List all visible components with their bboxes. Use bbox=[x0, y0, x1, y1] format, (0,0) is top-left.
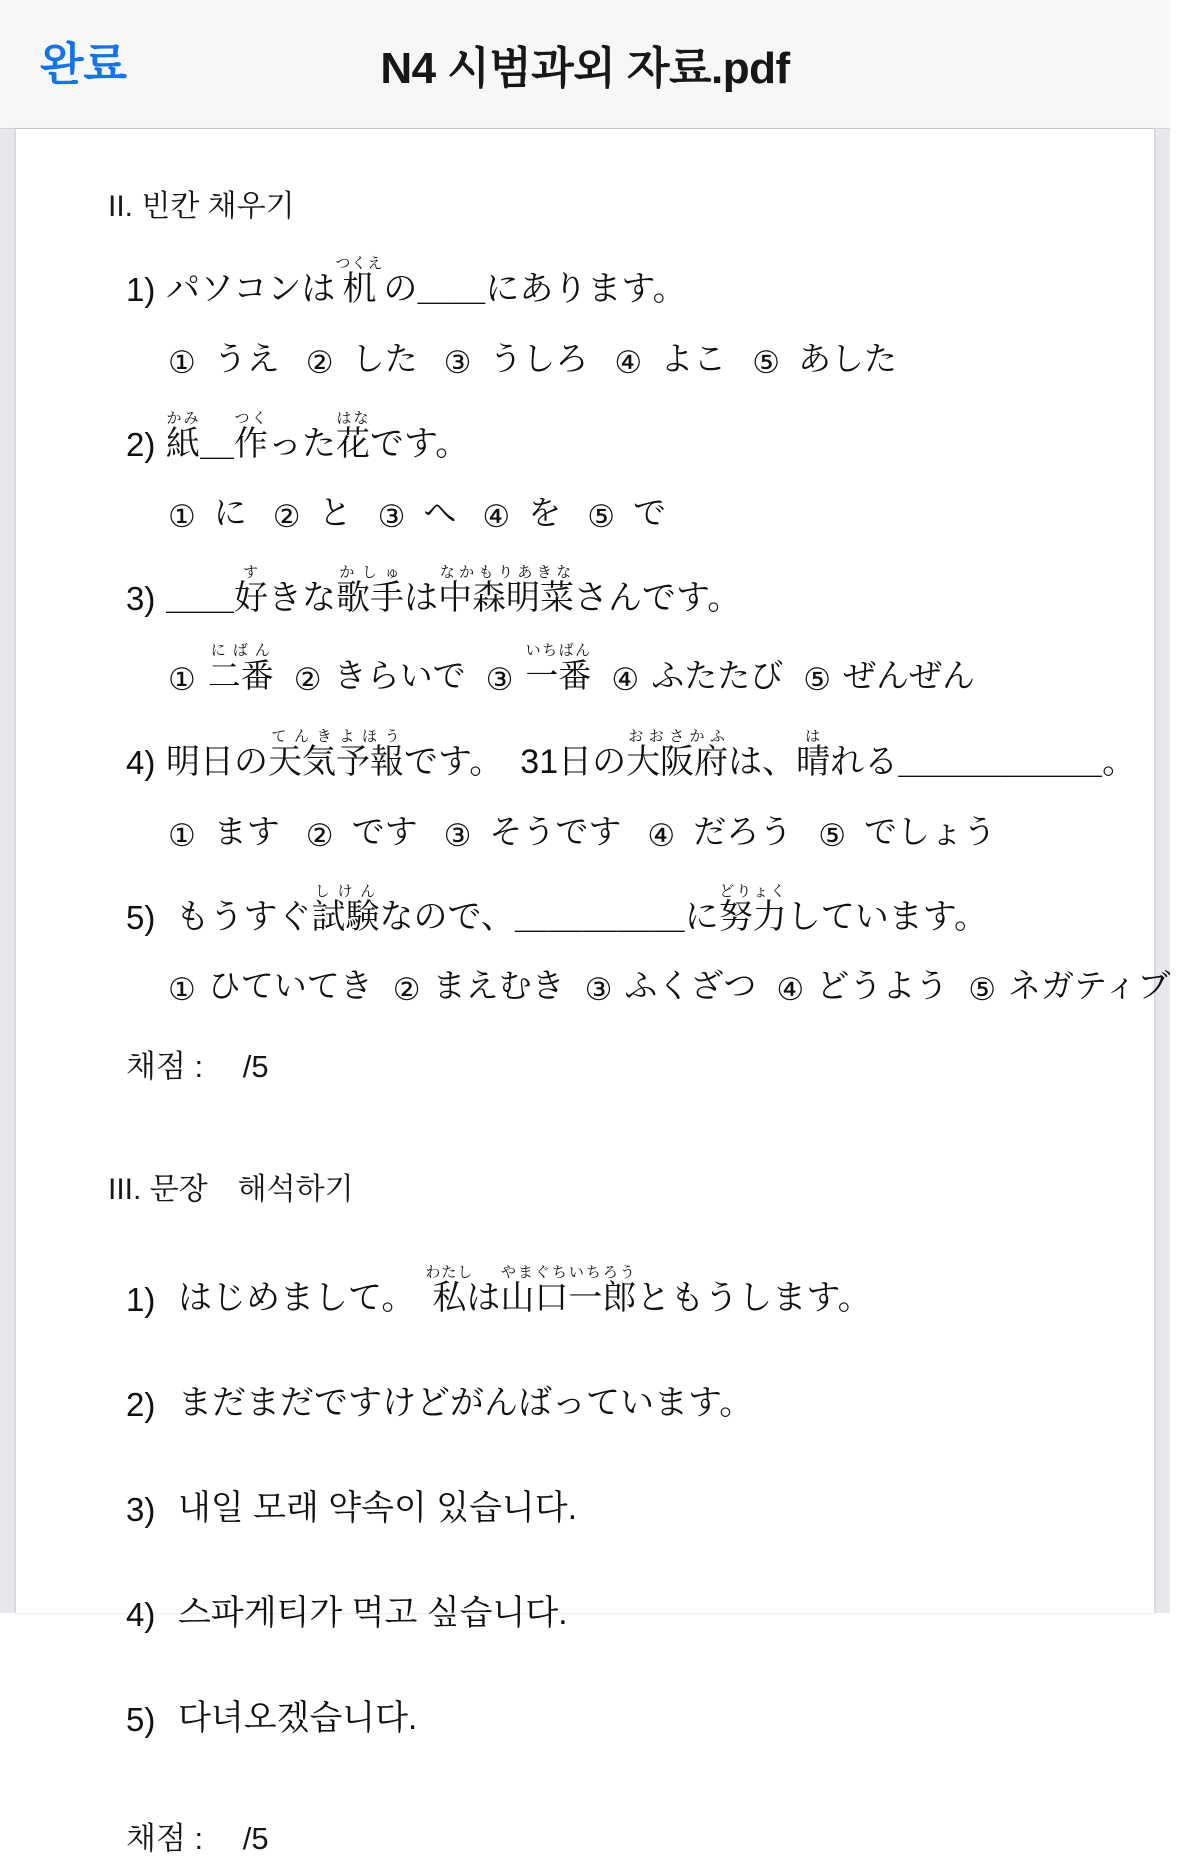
document-title: N4 시범과외 자료.pdf bbox=[380, 44, 790, 93]
question-text: 紙かみ ＿ 作つく った 花はな です。 bbox=[166, 409, 470, 463]
option-item[interactable] bbox=[482, 487, 587, 534]
ruby-tsuku: 作つく bbox=[234, 409, 268, 463]
item-number: 2) bbox=[126, 1386, 156, 1424]
question-block bbox=[108, 564, 1094, 697]
option-label: に bbox=[213, 494, 247, 532]
option-marker: ② bbox=[305, 344, 334, 380]
option-label: うえ bbox=[213, 339, 280, 377]
options-row bbox=[108, 487, 1094, 534]
option-marker: ① bbox=[168, 344, 196, 380]
option-marker: ② bbox=[392, 972, 421, 1008]
option-item[interactable] bbox=[168, 487, 273, 534]
options-row bbox=[108, 642, 1094, 697]
options-row bbox=[108, 806, 1094, 853]
option-item[interactable] bbox=[776, 960, 968, 1007]
option-item[interactable] bbox=[378, 487, 483, 534]
option-marker: ② bbox=[272, 499, 301, 535]
question-block bbox=[108, 727, 1137, 853]
option-item[interactable] bbox=[168, 806, 306, 853]
score-line-section-3: 채점 : /5 bbox=[126, 1821, 269, 1857]
item-text: 스파게티가 먹고 싶습니다. bbox=[178, 1594, 568, 1633]
item-number: 4) bbox=[126, 1596, 156, 1634]
option-marker: ⑤ bbox=[803, 662, 831, 698]
option-label: ふたたび bbox=[651, 657, 784, 695]
question-number: 5) bbox=[126, 898, 156, 936]
ruby-shiken: 試験しけん bbox=[311, 882, 380, 936]
pdf-page bbox=[16, 129, 1171, 1857]
option-marker: ① bbox=[168, 662, 196, 698]
question-number: 2) bbox=[126, 425, 156, 463]
option-item[interactable] bbox=[968, 960, 1190, 1007]
options-row bbox=[108, 960, 1171, 1008]
ruby-hana: 花はな bbox=[336, 409, 370, 463]
blank-underline: ＿＿＿＿＿＿ bbox=[898, 743, 1103, 782]
item-number: 3) bbox=[126, 1491, 156, 1529]
option-label: だろう bbox=[693, 812, 793, 850]
option-marker: ② bbox=[305, 817, 334, 853]
option-marker: ④ bbox=[482, 499, 511, 535]
option-label: ひていてき bbox=[207, 967, 373, 1005]
option-item[interactable] bbox=[611, 650, 803, 697]
question-block bbox=[108, 882, 1171, 1008]
ruby-tenkiyohou: 天気予報てんきよほう bbox=[268, 728, 404, 782]
option-marker: ④ bbox=[776, 972, 805, 1008]
ruby-ha: 晴は bbox=[796, 728, 831, 782]
option-marker: ① bbox=[168, 972, 196, 1008]
question-block bbox=[108, 255, 1094, 380]
question-block bbox=[108, 410, 1094, 535]
option-item[interactable] bbox=[486, 642, 612, 697]
option-item[interactable] bbox=[168, 642, 294, 697]
option-label: へ bbox=[423, 494, 457, 532]
translation-item bbox=[108, 1480, 1094, 1529]
question-text: 明日 の 天気予報てんきよほう です。 31日の 大阪府おおさかふ は、 晴は れる ＿＿＿＿＿＿ 。 bbox=[166, 728, 1137, 782]
blank-underline: ＿＿＿＿＿ bbox=[514, 897, 685, 936]
options-row bbox=[108, 333, 1094, 380]
option-marker: ④ bbox=[614, 344, 643, 380]
option-label: あした bbox=[797, 339, 897, 377]
question-line bbox=[108, 883, 1094, 935]
item-text: 내일 모래 약속이 있습니다. bbox=[178, 1489, 578, 1528]
option-label bbox=[525, 642, 591, 697]
option-item[interactable] bbox=[444, 806, 648, 853]
ruby-nakamoriakina: 中森明菜なかもりあきな bbox=[438, 564, 574, 618]
navigation-bar bbox=[0, 0, 1170, 129]
ruby-ichiban: 一番いちばん bbox=[525, 642, 592, 695]
option-marker: ⑤ bbox=[587, 499, 615, 535]
done-button[interactable]: 완료 bbox=[40, 38, 127, 90]
option-label: を bbox=[528, 494, 562, 532]
option-item[interactable] bbox=[647, 806, 818, 853]
option-item[interactable] bbox=[294, 650, 486, 697]
option-marker: ① bbox=[168, 499, 196, 535]
option-marker: ③ bbox=[377, 499, 406, 535]
document-scroll-area[interactable] bbox=[0, 129, 1171, 1857]
ruby-kashu: 歌手かしゅ bbox=[336, 564, 404, 618]
option-item[interactable] bbox=[752, 333, 923, 380]
ruby-kami: 紙かみ bbox=[166, 409, 200, 463]
option-marker: ③ bbox=[584, 972, 613, 1008]
option-item[interactable] bbox=[306, 806, 444, 853]
ruby-watashi: 私わたし bbox=[425, 1264, 474, 1318]
option-label: どうよう bbox=[816, 967, 949, 1005]
option-item[interactable] bbox=[444, 333, 615, 380]
option-item[interactable] bbox=[587, 487, 692, 534]
ruby-yamaguchiichirou: 山口一郎やまぐちいちろう bbox=[500, 1264, 637, 1318]
option-marker: ③ bbox=[485, 662, 514, 698]
option-label: ます bbox=[213, 812, 280, 850]
question-line bbox=[108, 410, 1094, 462]
ruby-niban: 二番にばん bbox=[207, 642, 274, 695]
option-marker: ⑤ bbox=[752, 344, 780, 380]
question-number: 3) bbox=[126, 580, 156, 618]
option-marker: ① bbox=[168, 817, 196, 853]
option-item[interactable] bbox=[818, 806, 1022, 853]
option-label: ぜんぜん bbox=[842, 657, 975, 695]
option-label bbox=[208, 642, 274, 697]
question-number: 4) bbox=[126, 744, 156, 782]
option-label: と bbox=[318, 494, 352, 532]
option-label: よこ bbox=[660, 339, 727, 377]
option-marker: ⑤ bbox=[968, 972, 996, 1008]
option-item[interactable] bbox=[614, 333, 752, 380]
blank-underline: ＿＿ bbox=[166, 579, 234, 618]
blank-underline: ＿＿ bbox=[417, 270, 486, 308]
ruby-ashita: 明日 bbox=[166, 743, 234, 782]
option-label: した bbox=[351, 339, 418, 377]
option-item[interactable] bbox=[393, 960, 585, 1007]
item-number: 1) bbox=[126, 1281, 156, 1319]
option-label: でしょう bbox=[863, 812, 996, 850]
ruby-tsukue: 机つくえ bbox=[335, 255, 384, 308]
option-item[interactable] bbox=[803, 650, 995, 697]
question-text: もうすぐ 試験しけん なので、 ＿＿＿＿＿ に 努力どりょく しています。 bbox=[166, 882, 989, 936]
item-number: 5) bbox=[126, 1701, 156, 1739]
question-text: パソコンは 机つくえ の ＿＿ にあります。 bbox=[166, 255, 687, 308]
option-marker: ② bbox=[293, 662, 322, 698]
section-heading-3: III. 문장 해석하기 bbox=[108, 1173, 354, 1207]
ruby-doryoku: 努力どりょく bbox=[718, 882, 787, 936]
item-text: まだまだですけどがんばっています。 bbox=[178, 1384, 754, 1423]
option-marker: ③ bbox=[443, 344, 472, 380]
option-marker: ⑤ bbox=[818, 817, 846, 853]
option-item[interactable] bbox=[273, 487, 378, 534]
option-item[interactable] bbox=[585, 960, 777, 1007]
section-heading-2: II. 빈칸 채우기 bbox=[108, 190, 295, 223]
translation-item bbox=[108, 1264, 1094, 1319]
option-item[interactable] bbox=[168, 333, 306, 380]
question-number: 1) bbox=[126, 271, 156, 309]
translation-item bbox=[108, 1690, 1094, 1739]
question-text: ＿＿ 好す きな 歌手かしゅ は 中森明菜なかもりあきな さんです。 bbox=[166, 564, 742, 618]
option-marker: ③ bbox=[443, 817, 472, 853]
option-label: まえむき bbox=[432, 967, 565, 1005]
score-line-section-2: 채점 : /5 bbox=[126, 1049, 269, 1085]
section-3 bbox=[108, 1164, 1094, 1858]
option-label: ふくざつ bbox=[624, 967, 757, 1005]
question-line bbox=[108, 727, 1137, 782]
ruby-osakafu: 大阪府おおさかふ bbox=[626, 728, 729, 782]
option-item[interactable] bbox=[168, 960, 393, 1007]
page-content bbox=[16, 129, 1171, 1858]
item-text: 다녀오겠습니다. bbox=[178, 1699, 418, 1738]
ruby-su: 好す bbox=[234, 564, 268, 618]
option-label: うしろ bbox=[489, 339, 589, 377]
option-label: そうです bbox=[489, 812, 622, 850]
option-marker: ④ bbox=[611, 662, 640, 698]
option-item[interactable] bbox=[306, 333, 444, 380]
blank-underline: ＿ bbox=[200, 424, 234, 463]
item-text: はじめまして。 私わたしは山口一郎やまぐちいちろうともうします。 bbox=[178, 1264, 872, 1318]
translation-item bbox=[108, 1585, 1094, 1634]
option-label: ネガティブ bbox=[1007, 967, 1171, 1005]
question-line bbox=[108, 255, 1094, 307]
translation-item bbox=[108, 1375, 1094, 1424]
option-marker: ④ bbox=[647, 817, 676, 853]
option-label: きらいで bbox=[333, 657, 466, 695]
option-label: で bbox=[632, 494, 666, 532]
option-label: です bbox=[351, 812, 418, 850]
question-line bbox=[108, 564, 1094, 616]
